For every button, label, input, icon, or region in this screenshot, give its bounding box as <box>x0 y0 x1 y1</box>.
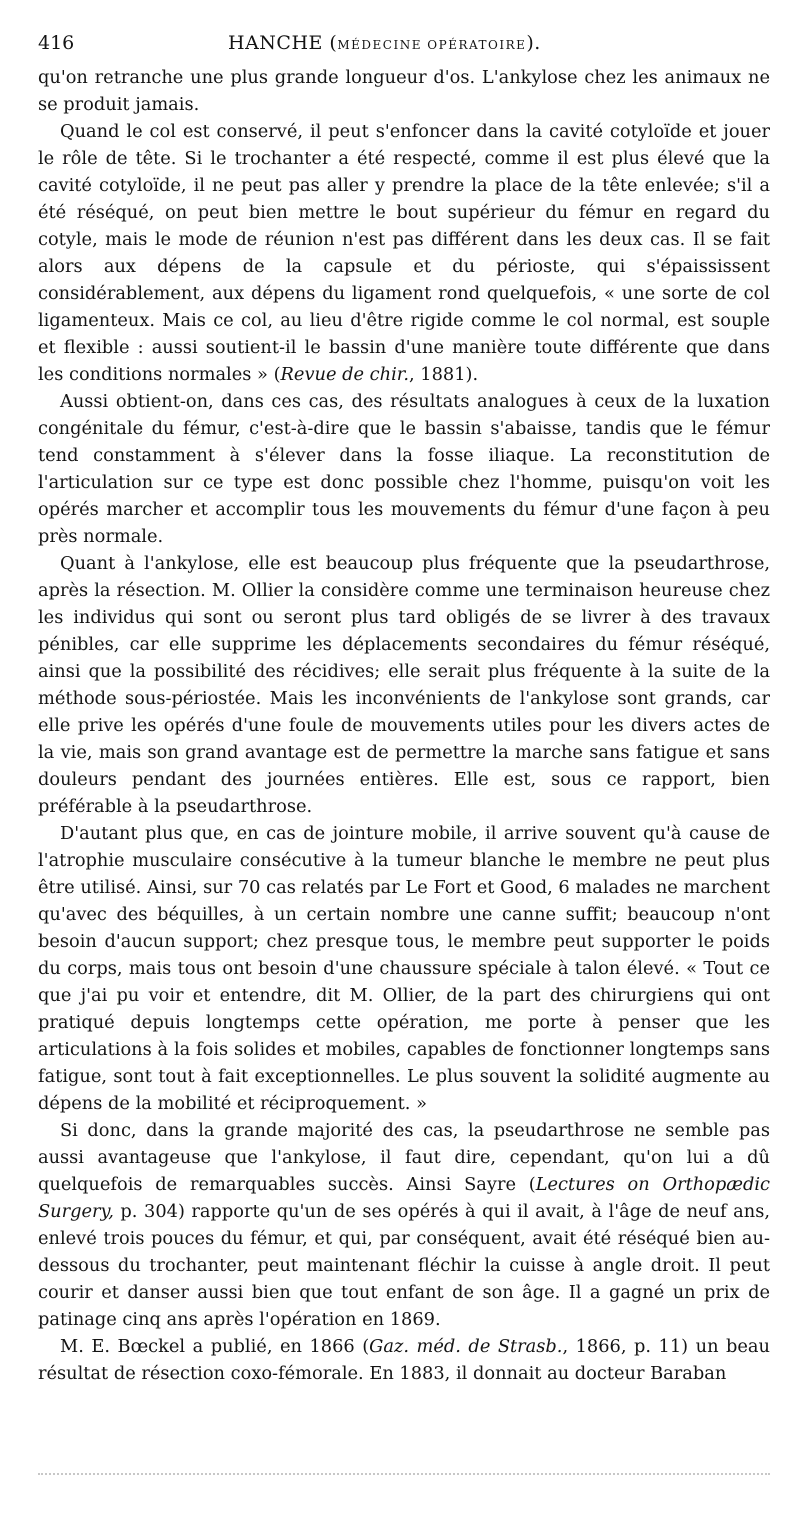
paragraph-4 <box>38 550 770 820</box>
paragraph-7 <box>38 1333 770 1387</box>
paragraph-5 <box>38 820 770 1117</box>
paragraph-4-text: Quant à l'ankylose, elle est beaucoup plus fréquente que la pseudarthrose, après la résection. M. Ollier la considère comme une terminaison heureuse chez les individus qui sont ou seront plus tard obligés de se livrer à des travaux pénibles, car elle supprime les déplacements secondaires du fémur réséqué, ainsi que la possibilité des récidives; elle serait plus fréquente à la suite de la méthode sous-périostée. Mais les inconvénients de l'ankylose sont grands, car elle prive les opérés d'une foule de mouvements utiles pour les divers actes de la vie, mais son grand avantage est de permettre la marche sans fatigue et sans douleurs pendant des journées entières. Elle est, sous ce rapport, bien préférable à la pseudarthrose. <box>38 553 770 817</box>
paragraph-1-text: qu'on retranche une plus grande longueur d'os. L'ankylose chez les animaux ne se produit jamais. <box>38 67 770 115</box>
paragraph-3 <box>38 388 770 550</box>
reference-revue-de-chir: Revue de chir. <box>280 364 409 385</box>
running-head-end: ). <box>526 32 541 54</box>
body-text <box>38 64 770 1387</box>
document-page <box>38 28 770 1514</box>
paragraph-6-text: Si donc, dans la grande majorité des cas, la pseudarthrose ne semble pas aussi avantageuse que l'ankylose, il faut dire, cependant, qu'on lui a dû quelquefois de remarquables succès. Ainsi Sayre ( <box>38 1120 770 1195</box>
paragraph-6 <box>38 1117 770 1333</box>
reference-gaz-med-strasb: Gaz. méd. de Strasb. <box>369 1336 563 1357</box>
paragraph-1 <box>38 64 770 118</box>
running-head-main: HANCHE ( <box>228 32 338 54</box>
paragraph-6-tail: p. 304) rapporte qu'un de ses opérés à qui il avait, à l'âge de neuf ans, enlevé trois pouces du fémur, et qui, par conséquent, avait été réséqué bien au-dessous du trochanter, peut maintenant fléchir la cuisse à angle droit. Il peut courir et danser aussi bien que tout enfant de son âge. Il a gagné un prix de patinage cinq ans après l'opération en 1869. <box>38 1201 770 1330</box>
page-number: 416 <box>38 32 75 54</box>
paragraph-7-tail: , 1866, p. 11) un beau résultat de résection coxo-fémorale. En 1883, il donnait au docteur Baraban <box>38 1336 770 1384</box>
reference-sayre-lectures: Lectures on Orthopædic Surgery, <box>38 1174 770 1222</box>
paragraph-5-text: D'autant plus que, en cas de jointure mobile, il arrive souvent qu'à cause de l'atrophie musculaire consécutive à la tumeur blanche le membre ne peut plus être utilisé. Ainsi, sur 70 cas relatés par Le Fort et Good, 6 malades ne marchent qu'avec des béquilles, à un certain nombre une canne suffit; beaucoup n'ont besoin d'aucun support; chez presque tous, le membre peut supporter le poids du corps, mais tous ont besoin d'une chaussure spéciale à talon élevé. « Tout ce que j'ai pu voir et entendre, dit M. Ollier, de la part des chirurgiens qui ont pratiqué depuis longtemps cette opération, me porte à penser que les articulations à la fois solides et mobiles, capables de fonctionner longtemps sans fatigue, sont tout à fait exceptionnelles. Le plus souvent la solidité augmente au dépens de la mobilité et réciproquement. » <box>38 823 770 1114</box>
paragraph-3-text: Aussi obtient-on, dans ces cas, des résultats analogues à ceux de la luxation congénitale du fémur, c'est-à-dire que le bassin s'abaisse, tandis que le fémur tend constamment à s'élever dans la fosse iliaque. La reconstitution de l'articulation sur ce type est donc possible chez l'homme, puisqu'on voit les opérés marcher et accomplir tous les mouvements du fémur d'une façon à peu près normale. <box>38 391 770 547</box>
page-header <box>38 28 770 58</box>
footer-bleed-through <box>38 1473 770 1479</box>
paragraph-2-tail: , 1881). <box>408 364 479 385</box>
running-head-small-caps: MÉDECINE OPÉRATOIRE <box>337 38 527 52</box>
paragraph-2-text: Quand le col est conservé, il peut s'enfoncer dans la cavité cotyloïde et jouer le rôle de tête. Si le trochanter a été respecté, comme il est plus élevé que la cavité cotyloïde, il ne peut pas aller y prendre la place de la tête enlevée; s'il a été réséqué, on peut bien mettre le bout supérieur du fémur en regard du cotyle, mais le mode de réunion n'est pas différent dans les deux cas. Il se fait alors aux dépens de la capsule et du périoste, qui s'épaississent considérablement, aux dépens du ligament rond quelquefois, « une sorte de col ligamenteux. Mais ce col, au lieu d'être rigide comme le col normal, est souple et flexible : aussi soutient-il le bassin d'une manière toute différente que dans les conditions normales » <box>38 121 770 385</box>
running-head <box>228 28 541 60</box>
paragraph-7-text: M. E. Bœckel a publié, en 1866 ( <box>60 1336 370 1357</box>
paragraph-2: Quand le col est conservé, il peut s'enfoncer dans la cavité cotyloïde et jouer le rôle de tête. Si le trochanter a été respecté, comme il est plus élevé que la cavité cotyloïde, il ne peut pas aller y prendre la place de la tête enlevée; s'il a été réséqué, on peut bien mettre le bout supérieur du fémur en regard du cotyle, mais le mode de réunion n'est pas différent dans les deux cas. Il se fait alors aux dépens de la capsule et du périoste, qui s'épaississent considérablement, aux dépens du ligament rond quelquefois, « une sorte de col ligamenteux. Mais ce col, au lieu d'être rigide comme le col normal, est souple et flexible : aussi soutient-il le bassin d'une manière toute différente que dans les conditions normales » (Revue de chir., 1881). <box>38 121 770 385</box>
